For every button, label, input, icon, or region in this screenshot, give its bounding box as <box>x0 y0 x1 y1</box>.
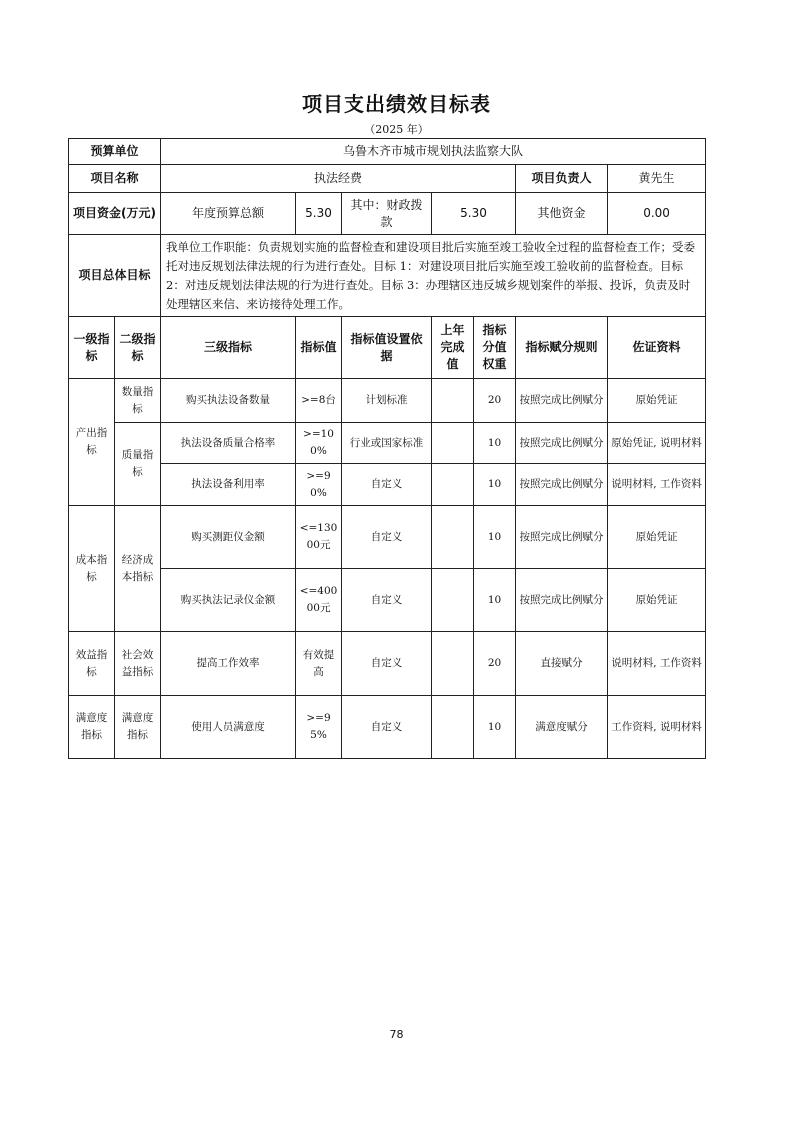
column-header: 上年完成值 <box>432 317 474 379</box>
weight-cell: 10 <box>474 506 516 569</box>
column-header: 指标赋分规则 <box>516 317 608 379</box>
level2-cell: 社会效益指标 <box>115 632 161 696</box>
basis-cell: 自定义 <box>342 696 432 759</box>
level3-cell: 购买执法设备数量 <box>161 379 296 423</box>
last-year-cell <box>432 379 474 423</box>
column-header: 二级指标 <box>115 317 161 379</box>
goal-text: 我单位工作职能：负责规划实施的监督检查和建设项目批后实施至竣工验收全过程的监督检查工作；受委托对违反规划法律法规的行为进行查处。目标 1：对建设项目批后实施至竣工验收前的监督检查。目标 2：对违反规划法律法规的行为进行查处。目标 3：办理辖区违反城乡规划案件的举报、投诉，负责及时处理辖区来信、来访接待处理工作。 <box>161 235 706 317</box>
rule-cell: 直接赋分 <box>516 632 608 696</box>
column-header: 指标值设置依据 <box>342 317 432 379</box>
weight-cell: 10 <box>474 464 516 506</box>
basis-cell: 自定义 <box>342 506 432 569</box>
person-value: 黄先生 <box>608 165 706 193</box>
goal-label: 项目总体目标 <box>69 235 161 317</box>
table-row <box>69 423 706 464</box>
level1-cell: 满意度指标 <box>69 696 115 759</box>
level3-cell: 执法设备质量合格率 <box>161 423 296 464</box>
project-name-value: 执法经费 <box>161 165 516 193</box>
last-year-cell <box>432 423 474 464</box>
level2-cell: 经济成本指标 <box>115 506 161 632</box>
level1-cell: 产出指标 <box>69 379 115 506</box>
basis-cell: 行业或国家标准 <box>342 423 432 464</box>
last-year-cell <box>432 506 474 569</box>
column-header: 三级指标 <box>161 317 296 379</box>
evidence-cell: 原始凭证 <box>608 569 706 632</box>
table-row <box>69 632 706 696</box>
evidence-cell: 原始凭证, 说明材料 <box>608 423 706 464</box>
evidence-cell: 说明材料, 工作资料 <box>608 632 706 696</box>
year-label: （2025 年） <box>364 123 429 136</box>
project-name-label: 项目名称 <box>69 165 161 193</box>
rule-cell: 满意度赋分 <box>516 696 608 759</box>
level1-cell: 成本指标 <box>69 506 115 632</box>
value-cell: >=8台 <box>296 379 342 423</box>
basis-cell: 自定义 <box>342 632 432 696</box>
table-row <box>69 379 706 423</box>
value-cell: <=40000元 <box>296 569 342 632</box>
level3-cell: 执法设备利用率 <box>161 464 296 506</box>
budget-unit-label: 预算单位 <box>69 139 161 165</box>
value-cell: >=95% <box>296 696 342 759</box>
last-year-cell <box>432 632 474 696</box>
level2-cell: 数量指标 <box>115 379 161 423</box>
person-label: 项目负责人 <box>516 165 608 193</box>
column-header: 指标值 <box>296 317 342 379</box>
rule-cell: 按照完成比例赋分 <box>516 569 608 632</box>
value-cell: >=90% <box>296 464 342 506</box>
level2-cell: 满意度指标 <box>115 696 161 759</box>
table-row <box>69 569 706 632</box>
basis-cell: 自定义 <box>342 569 432 632</box>
column-header: 一级指标 <box>69 317 115 379</box>
rule-cell: 按照完成比例赋分 <box>516 423 608 464</box>
level3-cell: 购买测距仪金额 <box>161 506 296 569</box>
basis-cell: 自定义 <box>342 464 432 506</box>
rule-cell: 按照完成比例赋分 <box>516 379 608 423</box>
evidence-cell: 原始凭证 <box>608 379 706 423</box>
performance-target-table <box>68 138 706 759</box>
column-header: 佐证资料 <box>608 317 706 379</box>
last-year-cell <box>432 696 474 759</box>
fiscal-value: 5.30 <box>432 193 516 235</box>
other-funds-value: 0.00 <box>608 193 706 235</box>
level3-cell: 提高工作效率 <box>161 632 296 696</box>
table-row <box>69 464 706 506</box>
level2-cell: 质量指标 <box>115 423 161 506</box>
annual-budget-label: 年度预算总额 <box>161 193 296 235</box>
level3-cell: 使用人员满意度 <box>161 696 296 759</box>
weight-cell: 20 <box>474 379 516 423</box>
last-year-cell <box>432 464 474 506</box>
value-cell: >=100% <box>296 423 342 464</box>
weight-cell: 10 <box>474 569 516 632</box>
table-row <box>69 506 706 569</box>
budget-unit-value: 乌鲁木齐市城市规划执法监察大队 <box>161 139 706 165</box>
page-title: 项目支出绩效目标表 <box>302 92 491 116</box>
table-row <box>69 696 706 759</box>
column-header: 指标分值权重 <box>474 317 516 379</box>
rule-cell: 按照完成比例赋分 <box>516 506 608 569</box>
value-cell: 有效提高 <box>296 632 342 696</box>
page-number: 78 <box>389 1028 404 1041</box>
annual-budget-value: 5.30 <box>296 193 342 235</box>
weight-cell: 10 <box>474 696 516 759</box>
value-cell: <=13000元 <box>296 506 342 569</box>
level1-cell: 效益指标 <box>69 632 115 696</box>
evidence-cell: 原始凭证 <box>608 506 706 569</box>
rule-cell: 按照完成比例赋分 <box>516 464 608 506</box>
evidence-cell: 说明材料, 工作资料 <box>608 464 706 506</box>
last-year-cell <box>432 569 474 632</box>
other-funds-label: 其他资金 <box>516 193 608 235</box>
weight-cell: 20 <box>474 632 516 696</box>
fiscal-label: 其中：财政拨款 <box>342 193 432 235</box>
funds-label: 项目资金(万元) <box>69 193 161 235</box>
weight-cell: 10 <box>474 423 516 464</box>
level3-cell: 购买执法记录仪金额 <box>161 569 296 632</box>
evidence-cell: 工作资料, 说明材料 <box>608 696 706 759</box>
basis-cell: 计划标准 <box>342 379 432 423</box>
